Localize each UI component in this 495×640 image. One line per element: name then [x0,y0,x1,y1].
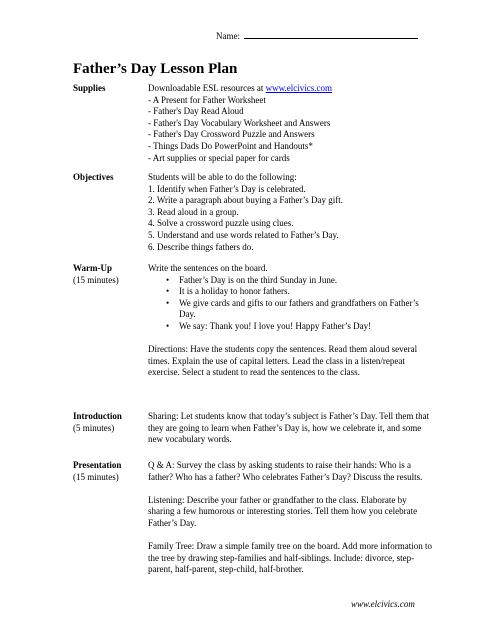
bullet-icon: • [166,286,170,297]
elcivics-link[interactable]: www.elcivics.com [265,83,333,93]
supplies-heading: Supplies [73,83,106,93]
objectives-heading: Objectives [73,172,114,182]
list-item: - A Present for Father Worksheet [148,94,266,105]
presentation-family-tree: Family Tree: Draw a simple family tree on the board. Add more information to the tree by drawing step-families and half-siblings. Include: divorce, step-parent, half-parent, step-child, half-brother. [148,541,432,575]
name-blank-line[interactable] [244,30,418,39]
warmup-directions: Directions: Have the students copy the sentences. Read them aloud several times. Explain the use of capital letters. Lead the class in a listen/repeat exercise. Select a student to read the sentences to the class. [148,344,418,378]
list-item: - Father's Day Vocabulary Worksheet and Answers [148,117,331,128]
bullet-icon: • [166,320,170,331]
supplies-intro: Downloadable ESL resources at www.elcivics.com [148,83,333,93]
list-item: - Father's Day Crossword Puzzle and Answers [148,129,315,140]
warmup-bullets [148,275,433,333]
footer-site: www.elcivics.com [351,599,415,609]
warmup-intro: Write the sentences on the board. [148,263,268,273]
warmup-heading: Warm-Up [73,263,112,273]
list-item: - Father's Day Read Aloud [148,106,244,117]
list-item: 4. Solve a crossword puzzle using clues. [148,218,294,229]
introduction-text: Sharing: Let students know that today’s subject is Father’s Day. Tell them that they are going to learn when Father’s Day is, how we celebrate it, and some new vocabulary words. [148,411,430,445]
objectives-intro: Students will be able to do the following: [148,172,297,182]
warmup-time: (15 minutes) [73,274,119,285]
list-item: 1. Identify when Father’s Day is celebrated. [148,183,306,194]
list-item: 2. Write a paragraph about buying a Father’s Day gift. [148,195,343,206]
name-field[interactable] [216,30,418,42]
list-item: 5. Understand and use words related to Father’s Day. [148,229,339,240]
list-item: • We say: Thank you! I love you! Happy Father’s Day! [166,320,372,331]
name-label: Name: [216,31,240,41]
bullet-icon: • [166,274,170,285]
supplies-list [148,95,433,165]
list-item: • We give cards and gifts to our fathers and grandfathers on Father’s Day. [166,297,419,320]
list-item: - Art supplies or special paper for cards [148,152,290,163]
objectives-list [148,184,433,254]
introduction-heading: Introduction [73,411,122,421]
list-item: - Things Dads Do PowerPoint and Handouts* [148,140,313,151]
list-item: 3. Read aloud in a group. [148,206,239,217]
bullet-icon: • [166,297,170,308]
presentation-heading: Presentation [73,460,122,470]
introduction-time: (5 minutes) [73,422,115,433]
list-item: • Father’s Day is on the third Sunday in June. [166,274,338,285]
page-title: Father’s Day Lesson Plan [73,61,238,77]
list-item: • It is a holiday to honor fathers. [166,286,290,297]
presentation-listening: Listening: Describe your father or grandfather to the class. Elaborate by sharing a few humorous or interesting stories. Tell them how you celebrate Father’s Day. [148,494,418,528]
presentation-time: (15 minutes) [73,471,119,482]
presentation-qa: Q & A: Survey the class by asking students to raise their hands: Who is a father? Who has a father? Who celebrates Father’s Day? Discuss the results. [148,460,423,482]
list-item: 6. Describe things fathers do. [148,241,254,252]
